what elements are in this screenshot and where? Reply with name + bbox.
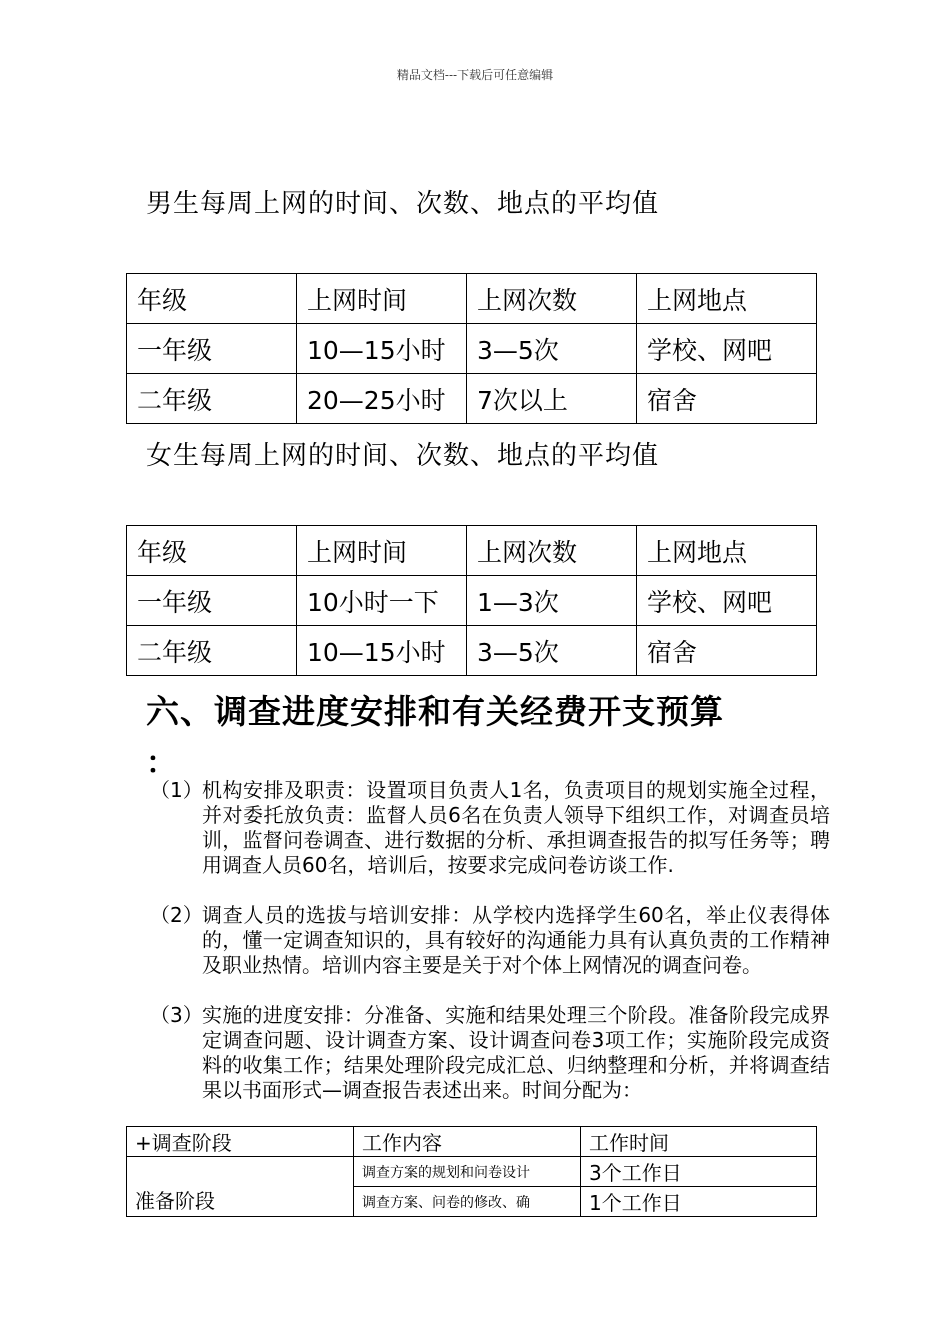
table-row (127, 374, 817, 424)
schedule-table (126, 1126, 817, 1217)
header-cell: 工作时间 (581, 1127, 817, 1157)
table-cell: 调查方案、问卷的修改、确 (354, 1187, 581, 1217)
table-cell: 一年级 (127, 576, 297, 626)
table-cell: 学校、网吧 (637, 576, 817, 626)
section-heading-colon: ： (146, 746, 176, 781)
table-header-row (127, 526, 817, 576)
header-cell: 工作内容 (354, 1127, 581, 1157)
table-cell: 二年级 (127, 374, 297, 424)
table-cell: 3—5次 (467, 626, 637, 676)
header-cell: 上网次数 (467, 274, 637, 324)
table-cell: 3个工作日 (581, 1157, 817, 1187)
female-table-caption: 女生每周上网的时间、次数、地点的平均值 (146, 441, 660, 471)
list-item-text: 实施的进度安排：分准备、实施和结果处理三个阶段。准备阶段完成界定调查问题、设计调查方案、设计调查问卷3项工作；实施阶段完成资料的收集工作；结果处理阶段完成汇总、归纳整理和分析，并将调查结果以书面形式—调查报告表述出来。时间分配为： (202, 1003, 830, 1102)
header-cell: 上网时间 (297, 274, 467, 324)
stage-cell: 准备阶段 (127, 1157, 354, 1217)
table-cell: 1—3次 (467, 576, 637, 626)
table-header-row (127, 274, 817, 324)
table-cell: 宿舍 (637, 374, 817, 424)
header-cell: 上网地点 (637, 526, 817, 576)
table-header-row (127, 1127, 817, 1157)
male-stats-table (126, 273, 817, 424)
header-cell: 年级 (127, 526, 297, 576)
page-header: 精品文档---下载后可任意编辑 (396, 68, 554, 82)
table-cell: 调查方案的规划和问卷设计 (354, 1157, 581, 1187)
list-item-number: （1） (150, 778, 203, 802)
list-item-text: 机构安排及职责：设置项目负责人1名，负责项目的规划实施全过程，并对委托放负责：监督人员6名在负责人领导下组织工作，对调查员培训，监督问卷调查、进行数据的分析、承担调查报告的拟写任务等；聘用调查人员60名，培训后，按要求完成问卷访谈工作. (202, 778, 830, 877)
header-cell: 上网次数 (467, 526, 637, 576)
table-cell: 一年级 (127, 324, 297, 374)
table-row (127, 1157, 817, 1187)
male-table-caption: 男生每周上网的时间、次数、地点的平均值 (146, 189, 660, 219)
header-cell: 年级 (127, 274, 297, 324)
header-cell: 上网时间 (297, 526, 467, 576)
list-item-number: （2） (150, 903, 203, 927)
table-cell: 10—15小时 (297, 324, 467, 374)
table-row (127, 626, 817, 676)
female-stats-table (126, 525, 817, 676)
table-cell: 3—5次 (467, 324, 637, 374)
table-cell: 7次以上 (467, 374, 637, 424)
table-cell: 学校、网吧 (637, 324, 817, 374)
section-heading: 六、调查进度安排和有关经费开支预算 (146, 692, 724, 731)
table-cell: 10—15小时 (297, 626, 467, 676)
table-row (127, 324, 817, 374)
table-cell: 宿舍 (637, 626, 817, 676)
table-cell: 二年级 (127, 626, 297, 676)
table-cell: 1个工作日 (581, 1187, 817, 1217)
header-cell: +调查阶段 (127, 1127, 354, 1157)
table-cell: 20—25小时 (297, 374, 467, 424)
list-item (150, 1003, 830, 1103)
list-item (150, 778, 830, 878)
header-cell: 上网地点 (637, 274, 817, 324)
table-cell: 10小时一下 (297, 576, 467, 626)
list-item (150, 903, 830, 978)
table-row (127, 576, 817, 626)
list-item-text: 调查人员的选拔与培训安排：从学校内选择学生60名，举止仪表得体的，懂一定调查知识的，具有较好的沟通能力具有认真负责的工作精神及职业热情。培训内容主要是关于对个体上网情况的调查问卷。 (202, 903, 830, 977)
list-item-number: （3） (150, 1003, 203, 1027)
